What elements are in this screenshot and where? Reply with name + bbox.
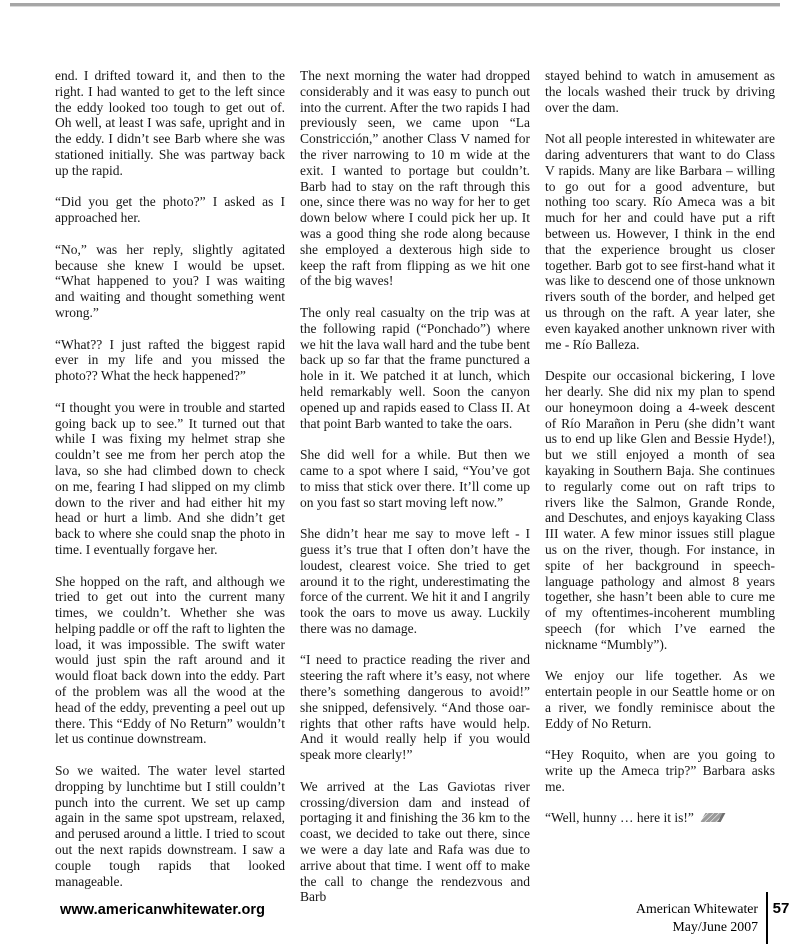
article-paragraph: stayed behind to watch in amusement as the locals washed their truck by driving over the dam. (545, 68, 775, 115)
article-paragraph: “No,” was her reply, slightly agitated because she knew I would be upset. “What happened to you? I was waiting and waiting and thought something went wrong.” (55, 241, 285, 320)
article-paragraph: Despite our occasional bickering, I love her dearly. She did nix my plan to spend our honeymoon doing a 4-week descent of Río Marañon in Peru (she didn’t want us to end up like Glen and Bessie Hyde!), but we still enjoyed a month of sea kayaking in Southern Baja. She continues to regularly come out on raft trips to rivers like the Salmon, Grande Ronde, and Deschutes, and enjoys kayaking Class III water. A few minor issues still plague us on the river, though. For instance, in spite of her background in speech-language pathology and almost 8 years together, she hasn’t been able to cure me of my oftentimes-incoherent mumbling speech (for which I’ve earned the nickname “Mumbly”). (545, 368, 775, 652)
article-paragraph: Not all people interested in whitewater are daring adventurers that want to do Class V rapids. Many are like Barbara – willing to go out for a good adventure, but nothing too scary. Río Ameca was a bit much for her and could have put a rift between us. However, I think in the end that the experience brought us closer together. Barb got to see first-hand what it was like to descend one of those unknown rivers south of the border, and helped get us through on the raft. A year later, she even kayaked another unknown river with me - Río Balleza. (545, 131, 775, 352)
closing-quote: “Well, hunny … here it is!” (545, 810, 694, 826)
article-text-column-2 (300, 68, 530, 921)
article-body (55, 68, 775, 921)
article-paragraph: She hopped on the raft, and although we tried to get out into the current many times, we couldn’t. Whether she was helping paddle or off the raft to lighten the load, it was impossible. The swift water would just spin the raft around and it would float back down into the eddy. Part of the problem was all the wood at the head of the eddy, preventing a peel out up there. This “Eddy of No Return” wouldn’t let us continue downstream. (55, 573, 285, 747)
article-paragraph: “Did you get the photo?” I asked as I approached her. (55, 194, 285, 226)
footer-magazine-name: American Whitewater (636, 901, 758, 916)
article-paragraph: The only real casualty on the trip was at the following rapid (“Ponchado”) where we hit the lava wall hard and the tube bent back up so far that the frame punctured a hole in it. We patched it at lunch, which held remarkably well. Soon the canyon opened up and rapids eased to Class II. At that point Barb wanted to take the oars. (300, 304, 530, 431)
article-paragraph: “What?? I just rafted the biggest rapid ever in my life and you missed the photo?? What the heck happened?” (55, 336, 285, 384)
article-paragraph: The next morning the water had dropped considerably and it was easy to punch out into the current. After the two rapids I had previously seen, we came upon “La Constricción,” another Class V named for the river narrowing to 10 m wide at the exit. I wanted to portage but couldn’t. Barb had to stay on the raft through this one, since there was no way for her to get down below where I could pick her up. It was a good thing she rode along because she employed a dexterous high side to keep the raft from flipping as we hit one of the big waves! (300, 68, 530, 289)
article-paragraph: “I need to practice reading the river and steering the raft where it’s easy, not where there’s something dangerous to avoid!” she snipped, defensively. “And those oar-rights that other rafts have would help. And it would really help if you would speak more clearly!” (300, 652, 530, 763)
aw-end-of-article-mark-icon (700, 813, 725, 822)
footer-page-number: 57 (772, 900, 790, 917)
article-closing-line (545, 810, 775, 826)
footer-issue-date: May/June 2007 (672, 919, 758, 934)
article-paragraph: We enjoy our life together. As we entertain people in our Seattle home or on a river, we fondly reminisce about the Eddy of No Return. (545, 668, 775, 731)
article-paragraph: “Hey Roquito, when are you going to write up the Ameca trip?” Barbara asks me. (545, 747, 775, 794)
article-paragraph: end. I drifted toward it, and then to the right. I had wanted to get to the left since the eddy looked too tough to get out of. Oh well, at least I was safe, upright and in the eddy. I didn’t see Barb where she was stationed initially. She was partway back up the rapid. (55, 68, 285, 178)
footer-website-url: www.americanwhitewater.org (60, 902, 266, 918)
article-text-column-3-paragraphs (545, 68, 775, 795)
article-paragraph: “I thought you were in trouble and started going back up to see.” It turned out that while I was fixing my helmet strap she couldn’t see me from her perch atop the lava, so she had climbed down to check on me, fearing I had slipped on my climb down to the river and had either hit my head or hurt a limb. And she didn’t get back to where she could snap the photo in time. I eventually forgave her. (55, 399, 285, 557)
article-paragraph: We arrived at the Las Gaviotas river crossing/diversion dam and instead of portaging it and finishing the 36 km to the coast, we decided to take out there, since we were a day late and Rafa was due to arrive about that time. I went off to make the call to change the rendezvous and Barb (300, 778, 530, 905)
article-paragraph: So we waited. The water level started dropping by lunchtime but I still couldn’t punch into the current. We set up camp again in the same spot upstream, relaxed, and perused around a little. I tried to scout out the next rapids downstream. I saw a couple tough rapids that looked manageable. (55, 763, 285, 889)
article-paragraph: She did well for a while. But then we came to a spot where I said, “You’ve got to miss that stick over there. It’ll come up on you fast so start moving left now.” (300, 447, 530, 510)
footer-publication-info (636, 892, 794, 944)
article-text-column-3 (545, 68, 775, 921)
article-text-column-1 (55, 68, 285, 921)
article-paragraph: She didn’t hear me say to move left - I guess it’s true that I often don’t have the loudest, clearest voice. She tried to get around it to the right, underestimating the force of the current. We hit it and I angrily took the oars to move us away. Luckily there was no damage. (300, 526, 530, 636)
page-top-rule (10, 3, 780, 7)
footer-magazine-issue (636, 900, 766, 936)
